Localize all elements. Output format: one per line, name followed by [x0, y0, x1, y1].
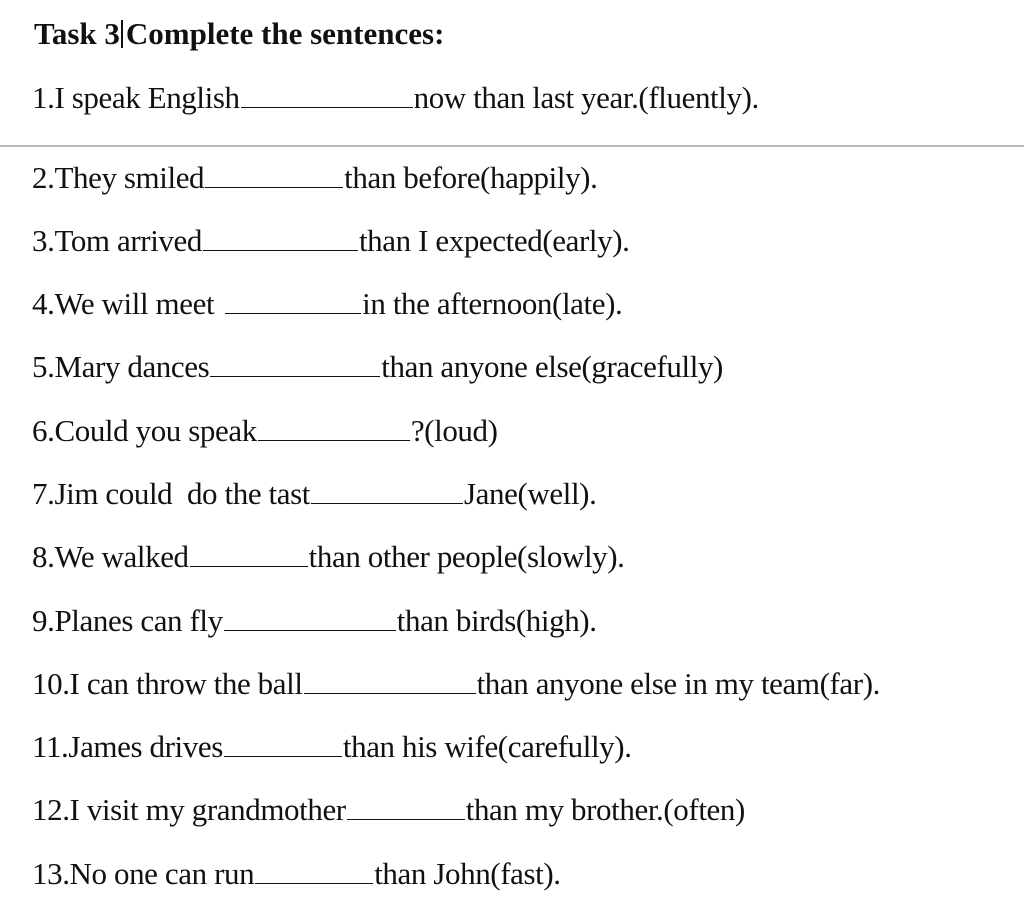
sentence-10-end: than anyone else in my team(far). — [476, 666, 880, 701]
sentence-12-end: than my brother.(often) — [465, 792, 745, 827]
sentence-7-start: 7.Jim could do the tast — [32, 476, 310, 511]
sentence-1-end: now than last year.(fluently). — [413, 80, 759, 115]
sentence-2-start: 2.They smiled — [32, 160, 205, 195]
sentence-10-blank[interactable] — [304, 665, 476, 694]
sentence-9-blank[interactable] — [224, 602, 396, 631]
sentence-6-blank[interactable] — [258, 412, 410, 441]
sentence-4-end: in the afternoon(late). — [362, 286, 623, 321]
text-cursor-icon — [121, 20, 123, 48]
sentence-3-end: than I expected(early). — [358, 223, 630, 258]
sentence-4-start: 4.We will meet — [32, 286, 215, 321]
sentence-5-start: 5.Mary dances — [32, 349, 210, 384]
sentence-9-start: 9.Planes can fly — [32, 603, 223, 638]
sentence-13-end: than John(fast). — [374, 856, 561, 891]
task-instruction: Complete the sentences: — [125, 16, 445, 51]
sentence-8-blank[interactable] — [190, 538, 308, 567]
sentence-1-start: 1.I speak English — [32, 80, 240, 115]
sentence-7 — [32, 474, 596, 514]
sentence-9-end: than birds(high). — [396, 603, 597, 638]
sentence-5 — [32, 347, 723, 387]
sentence-2-end: than before(happily). — [344, 160, 598, 195]
sentence-8 — [32, 537, 625, 577]
sentence-6 — [32, 411, 498, 451]
sentence-6-end: ?(loud) — [410, 413, 498, 448]
sentence-6-start: 6.Could you speak — [32, 413, 257, 448]
sentence-8-start: 8.We walked — [32, 539, 189, 574]
sentence-12-blank[interactable] — [347, 791, 465, 820]
sentence-2 — [32, 158, 597, 198]
sentence-10 — [32, 664, 880, 704]
sentence-7-end: Jane(well). — [463, 476, 597, 511]
sentence-3-blank[interactable] — [203, 222, 358, 251]
sentence-2-blank[interactable] — [205, 159, 343, 188]
sentence-11-end: than his wife(carefully). — [342, 729, 632, 764]
sentence-1 — [32, 78, 759, 118]
sentence-1-blank[interactable] — [241, 79, 413, 108]
sentence-3-start: 3.Tom arrived — [32, 223, 202, 258]
sentence-12-start: 12.I visit my grandmother — [32, 792, 346, 827]
sentence-4-blank[interactable] — [225, 285, 361, 314]
sentence-12 — [32, 790, 745, 830]
sentence-11-blank[interactable] — [224, 728, 342, 757]
sentence-13-blank[interactable] — [255, 855, 373, 884]
sentence-9 — [32, 601, 597, 641]
task-title — [34, 14, 444, 54]
sentence-5-blank[interactable] — [210, 348, 380, 377]
sentence-11-start: 11.James drives — [32, 729, 223, 764]
sentence-7-blank[interactable] — [311, 475, 463, 504]
sentence-5-end: than anyone else(gracefully) — [381, 349, 723, 384]
sentence-11 — [32, 727, 632, 767]
sentence-8-end: than other people(slowly). — [308, 539, 625, 574]
sentence-4 — [32, 284, 622, 324]
sentence-10-start: 10.I can throw the ball — [32, 666, 303, 701]
sentence-3 — [32, 221, 629, 261]
page-divider — [0, 145, 1024, 147]
sentence-13-start: 13.No one can run — [32, 856, 255, 891]
task-number: Task 3 — [34, 16, 120, 51]
sentence-13 — [32, 854, 561, 894]
